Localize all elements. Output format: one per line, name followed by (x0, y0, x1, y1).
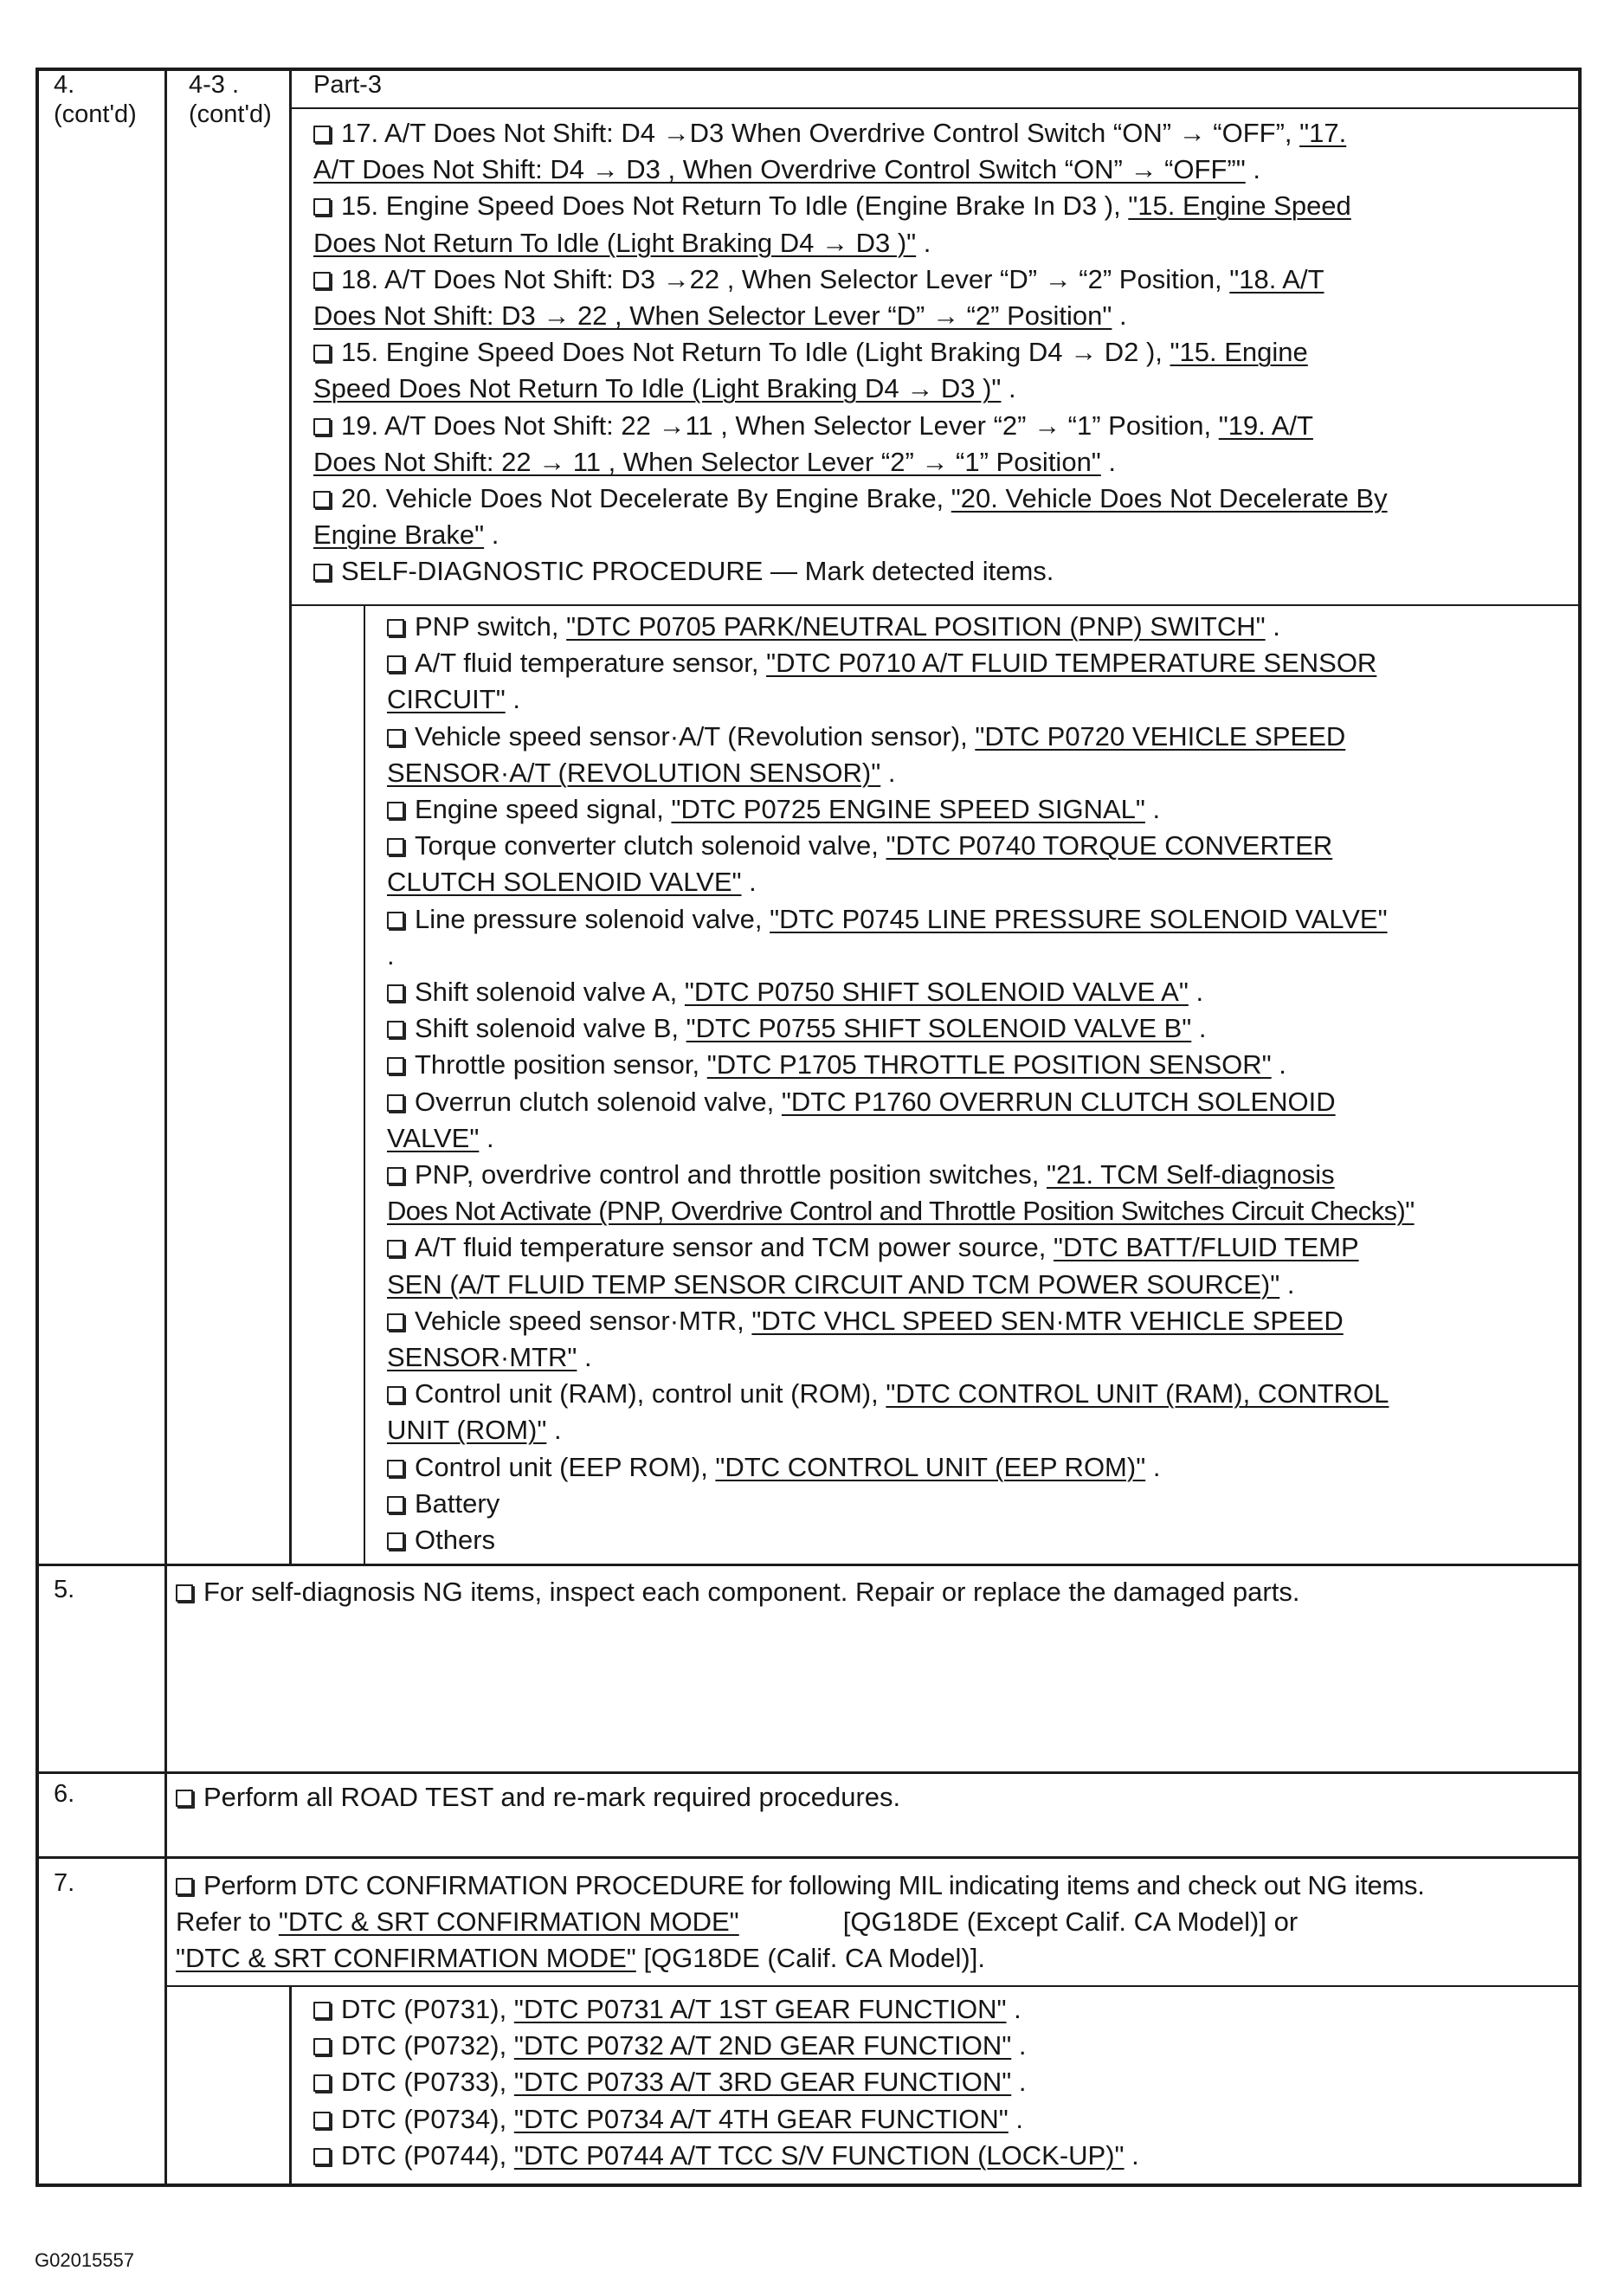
row6-bottom (35, 1856, 1580, 1859)
dtc-item: Line pressure solenoid valve, "DTC P0745 LINE PRESSURE SOLENOID VALVE" (387, 901, 1573, 938)
dtc-item: Control unit (EEP ROM), "DTC CONTROL UNIT (EEP ROM)" . (387, 1449, 1573, 1486)
procedure-link[interactable]: Engine Brake" (313, 519, 485, 551)
dtc-link[interactable]: "DTC P0750 SHIFT SOLENOID VALVE A" (684, 977, 1189, 1008)
checkbox-icon[interactable] (387, 1021, 404, 1038)
dtc-item: Control unit (RAM), control unit (ROM), "DTC CONTROL UNIT (RAM), CONTROL (387, 1376, 1573, 1412)
checkbox-icon[interactable] (387, 1386, 404, 1403)
dtc-link[interactable]: "DTC CONTROL UNIT (EEP ROM)" (715, 1451, 1146, 1482)
part-label: Part-3 (313, 71, 382, 99)
dtc-item: Torque converter clutch solenoid valve, "DTC P0740 TORQUE CONVERTER (387, 828, 1573, 864)
row7-divider (164, 1985, 1579, 1987)
dtc-item: A/T fluid temperature sensor and TCM power source, "DTC BATT/FLUID TEMP (387, 1229, 1573, 1266)
dtc-confirmation-list (313, 1991, 1573, 2174)
dtc-item: PNP, overdrive control and throttle position switches, "21. TCM Self-diagnosis (387, 1157, 1573, 1193)
table-border-right (1578, 68, 1582, 2186)
checkbox-icon[interactable] (313, 198, 331, 216)
dtc-item: DTC (P0732), "DTC P0732 A/T 2ND GEAR FUNCTION" . (313, 2028, 1573, 2064)
col-divider-row7 (289, 1987, 292, 2186)
dtc-item: A/T fluid temperature sensor, "DTC P0710 A/T FLUID TEMPERATURE SENSOR (387, 645, 1573, 681)
col-divider-3 (364, 606, 365, 1564)
substep-number: 4-3 . (cont'd) (189, 71, 272, 128)
dtc-item: DTC (P0744), "DTC P0744 A/T TCC S/V FUNCTION (LOCK-UP)" . (313, 2138, 1573, 2174)
dtc-link[interactable]: "DTC P0720 VEHICLE SPEED (975, 720, 1346, 752)
procedure-link[interactable]: A/T Does Not Shift: D4 → D3 , When Overdrive Control Switch “ON” → “OFF”" (313, 154, 1246, 185)
dtc-link[interactable]: "DTC BATT/FLUID TEMP (1054, 1232, 1359, 1263)
dtc-item: DTC (P0733), "DTC P0733 A/T 3RD GEAR FUNCTION" . (313, 2064, 1573, 2100)
dtc-link[interactable]: "DTC P0725 ENGINE SPEED SIGNAL" (671, 794, 1145, 825)
self-diag-heading: SELF-DIAGNOSTIC PROCEDURE — Mark detected items. (313, 553, 1573, 590)
checkbox-icon[interactable] (387, 1057, 404, 1074)
step-instruction: Perform DTC CONFIRMATION PROCEDURE for following MIL indicating items and check out NG items. Refer to "DTC & SRT CONFIRMATION MODE" [QG18DE (Except Calif. CA Model)] or "DTC & SRT CONFIRMATION MODE" [QG18DE (Calif. CA Model)]. (176, 1870, 1425, 1974)
dtc-item: Overrun clutch solenoid valve, "DTC P1760 OVERRUN CLUTCH SOLENOID (387, 1084, 1573, 1120)
checklist-item: 18. A/T Does Not Shift: D3 →22 , When Selector Lever “D” → “2” Position, "18. A/T (313, 261, 1573, 298)
procedure-link[interactable]: "18. A/T (1229, 263, 1324, 294)
procedure-link[interactable]: "15. Engine (1170, 337, 1308, 368)
dtc-item: Vehicle speed sensor·MTR, "DTC VHCL SPEED SEN·MTR VEHICLE SPEED (387, 1303, 1573, 1339)
dtc-link[interactable]: "DTC P0733 A/T 3RD GEAR FUNCTION" (513, 2067, 1012, 2098)
col-divider-1 (164, 68, 167, 2186)
dtc-link[interactable]: "DTC P0705 PARK/NEUTRAL POSITION (PNP) SWITCH" (566, 611, 1266, 642)
mode-link[interactable]: "DTC & SRT CONFIRMATION MODE" (278, 1906, 739, 1938)
checkbox-icon[interactable] (313, 2148, 331, 2165)
checkbox-icon[interactable] (313, 2002, 331, 2019)
step-instruction: Perform all ROAD TEST and re-mark required procedures. (176, 1779, 1574, 1816)
row5-bottom (35, 1771, 1580, 1774)
dtc-item: Battery (387, 1486, 1573, 1522)
checkbox-icon[interactable] (313, 345, 331, 362)
checkbox-icon[interactable] (387, 802, 404, 819)
procedure-link[interactable]: "17. (1299, 118, 1347, 148)
checkbox-icon[interactable] (313, 2074, 331, 2092)
dtc-link[interactable]: CIRCUIT" (387, 684, 506, 715)
mode-link[interactable]: "DTC & SRT CONFIRMATION MODE" (176, 1943, 636, 1974)
dtc-link[interactable]: "DTC VHCL SPEED SEN·MTR VEHICLE SPEED (751, 1305, 1344, 1336)
step-number: 7. (54, 1869, 75, 1897)
dtc-link[interactable]: UNIT (ROM)" (387, 1415, 547, 1446)
checkbox-icon[interactable] (387, 912, 404, 929)
dtc-link[interactable]: "DTC P0732 A/T 2ND GEAR FUNCTION" (513, 2030, 1012, 2061)
dtc-checklist: PNP switch, "DTC P0705 PARK/NEUTRAL POSITION (PNP) SWITCH" . A/T fluid temperature sensor, "DTC P0710 A/T FLUID TEMPERATURE SENSOR CIRCUIT" . Vehicle speed sensor·A/T (Revolution sensor), "DTC P0720 VEHICLE SPEED SENSOR·A/T (REVOLUTION SENSOR)" . Engine speed signal, "DTC P0725 ENGINE SPEED SIGNAL" . Torque converter clutch solenoid valve, "DTC P0740 TORQUE CONVERTER CLUTCH SOLENOID VALVE" . Line pressure solenoid valve, "DTC P0745 LINE PRESSURE SOLENOID VALVE" . Shift solenoid valve A, "DTC P0750 SHIFT SOLENOID VALVE A" . Shift solenoid valve B, "DTC P0755 SHIFT SOLENOID VALVE B" . Throttle position sensor, "DTC P1705 THROTTLE POSITION SENSOR" . Overrun clutch solenoid valve, "DTC P1760 OVERRUN CLUTCH SOLENOID VALVE" . PNP, overdrive control and throttle position switches, "21. TCM Self-diagnosis Does Not Activate (PNP, Overdrive Control and Throttle Position Switches Circuit Checks)" A/T fluid temperature sensor and TCM power source, "DTC BATT/FLUID TEMP SEN (A/T FLUID TEMP SENSOR CIRCUIT AND TCM POWER SOURCE)" . Vehicle speed sensor·MTR, "DTC VHCL SPEED SEN·MTR VEHICLE SPEED SENSOR·MTR" . Control unit (RAM), control unit (ROM), "DTC CONTROL UNIT (RAM), CONTROL UNIT (ROM)" . Control unit (EEP ROM), "DTC CONTROL UNIT (EEP ROM)" . Battery Others (387, 609, 1573, 1558)
dtc-item: PNP switch, "DTC P0705 PARK/NEUTRAL POSITION (PNP) SWITCH" . (387, 609, 1573, 645)
checkbox-icon[interactable] (387, 655, 404, 673)
checkbox-icon[interactable] (387, 1460, 404, 1477)
row4-bottom (35, 1564, 1580, 1566)
checkbox-icon[interactable] (387, 619, 404, 636)
step-number: 6. (54, 1780, 75, 1808)
procedure-link[interactable]: Does Not Shift: 22 → 11 , When Selector Lever “2” → “1” Position" (313, 446, 1101, 477)
dtc-link[interactable]: "21. TCM Self-diagnosis (1047, 1159, 1335, 1190)
dtc-link[interactable]: "DTC P1760 OVERRUN CLUTCH SOLENOID (781, 1086, 1336, 1117)
dtc-link[interactable]: "DTC P1705 THROTTLE POSITION SENSOR" (706, 1049, 1272, 1080)
checkbox-icon[interactable] (387, 1167, 404, 1184)
dtc-link[interactable]: "DTC P0744 A/T TCC S/V FUNCTION (LOCK-UP)" (513, 2139, 1125, 2171)
dtc-item: Shift solenoid valve A, "DTC P0750 SHIFT SOLENOID VALVE A" . (387, 974, 1573, 1010)
part-header-divider (289, 107, 1579, 109)
procedure-link[interactable]: Does Not Shift: D3 → 22 , When Selector Lever “D” → “2” Position" (313, 300, 1112, 332)
checklist-item: 15. Engine Speed Does Not Return To Idle (Engine Brake In D3 ), "15. Engine Speed (313, 188, 1573, 224)
checkbox-icon[interactable] (313, 2038, 331, 2055)
checkbox-icon[interactable] (387, 838, 404, 855)
checkbox-icon[interactable] (313, 2112, 331, 2129)
dtc-item: Vehicle speed sensor·A/T (Revolution sensor), "DTC P0720 VEHICLE SPEED (387, 719, 1573, 755)
procedure-link[interactable]: "15. Engine Speed (1128, 190, 1351, 222)
checkbox-icon[interactable] (387, 1240, 404, 1257)
dtc-link[interactable]: "DTC P0734 A/T 4TH GEAR FUNCTION" (513, 2103, 1009, 2134)
dtc-link[interactable]: CLUTCH SOLENOID VALVE" (387, 867, 742, 898)
procedure-link[interactable]: "19. A/T (1218, 410, 1313, 441)
checkbox-icon[interactable] (313, 126, 331, 143)
checkbox-icon[interactable] (313, 491, 331, 508)
checkbox-icon[interactable] (176, 1878, 193, 1895)
checkbox-icon[interactable] (387, 729, 404, 746)
procedure-link[interactable]: "20. Vehicle Does Not Decelerate By (951, 483, 1388, 514)
checklist-item: 15. Engine Speed Does Not Return To Idle (Light Braking D4 → D2 ), "15. Engine (313, 334, 1573, 371)
checkbox-icon[interactable] (176, 1790, 193, 1807)
step-instruction: For self-diagnosis NG items, inspect each component. Repair or replace the damaged parts. (176, 1574, 1574, 1610)
checkbox-icon[interactable] (313, 272, 331, 289)
dtc-item: DTC (P0731), "DTC P0731 A/T 1ST GEAR FUNCTION" . (313, 1991, 1573, 2028)
dtc-item: DTC (P0734), "DTC P0734 A/T 4TH GEAR FUNCTION" . (313, 2101, 1573, 2138)
checkbox-icon[interactable] (313, 418, 331, 435)
symptom-checklist: 17. A/T Does Not Shift: D4 →D3 When Overdrive Control Switch “ON” → “OFF”, "17. A/T Does Not Shift: D4 → D3 , When Overdrive Control Switch “ON” → “OFF”" . 15. Engine Speed Does Not Return To Idle (Engine Brake In D3 ), "15. Engine Speed Does Not Return To Idle (Light Braking D4 → D3 )" . 18. A/T Does Not Shift: D3 →22 , When Selector Lever “D” → “2” Position, "18. A/T Does Not Shift: D3 → 22 , When Selector Lever “D” → “2” Position" . 15. Engine Speed Does Not Return To Idle (Light Braking D4 → D2 ), "15. Engine Speed Does Not Return To Idle (Light Braking D4 → D3 )" . 19. A/T Does Not Shift: 22 →11 , When Selector Lever “2” → “1” Position, "19. A/T Does Not Shift: 22 → 11 , When Selector Lever “2” → “1” Position" . 20. Vehicle Does Not Decelerate By Engine Brake, "20. Vehicle Does Not Decelerate By Engine Brake" . SELF-DIAGNOSTIC PROCEDURE — Mark detected items. (313, 115, 1573, 590)
dtc-item: Engine speed signal, "DTC P0725 ENGINE SPEED SIGNAL" . (387, 791, 1573, 828)
table-border-left (35, 68, 39, 2186)
self-diag-divider (289, 604, 1579, 606)
procedure-link[interactable]: Speed Does Not Return To Idle (Light Braking D4 → D3 )" (313, 373, 1002, 404)
dtc-item: Others (387, 1522, 1573, 1558)
dtc-link[interactable]: "DTC P0710 A/T FLUID TEMPERATURE SENSOR (766, 648, 1377, 679)
procedure-link[interactable]: Does Not Return To Idle (Light Braking D4 → D3 )" (313, 227, 917, 258)
step-number: 5. (54, 1576, 75, 1603)
dtc-link[interactable]: SENSOR·A/T (REVOLUTION SENSOR)" (387, 757, 881, 788)
dtc-link[interactable]: "DTC P0745 LINE PRESSURE SOLENOID VALVE" (770, 903, 1388, 934)
checkbox-icon[interactable] (387, 1496, 404, 1513)
dtc-link[interactable]: "DTC CONTROL UNIT (RAM), CONTROL (886, 1378, 1389, 1409)
dtc-item: Throttle position sensor, "DTC P1705 THROTTLE POSITION SENSOR" . (387, 1047, 1573, 1083)
dtc-link[interactable]: SENSOR·MTR" (387, 1342, 577, 1373)
table-border-bottom (35, 2184, 1582, 2187)
checkbox-icon[interactable] (387, 1313, 404, 1331)
checkbox-icon[interactable] (387, 984, 404, 1002)
checklist-item: 17. A/T Does Not Shift: D4 →D3 When Overdrive Control Switch “ON” → “OFF”, "17. (313, 115, 1573, 152)
dtc-item: Shift solenoid valve B, "DTC P0755 SHIFT SOLENOID VALVE B" . (387, 1010, 1573, 1047)
checkbox-icon[interactable] (387, 1532, 404, 1550)
figure-code: G02015557 (35, 2249, 134, 2271)
checkbox-icon[interactable] (313, 564, 331, 581)
checkbox-icon[interactable] (387, 1094, 404, 1112)
dtc-link[interactable]: VALVE" (387, 1122, 480, 1153)
col-divider-2 (289, 68, 292, 1565)
checklist-item: 19. A/T Does Not Shift: 22 →11 , When Selector Lever “2” → “1” Position, "19. A/T (313, 408, 1573, 444)
dtc-link[interactable]: "DTC P0740 TORQUE CONVERTER (886, 830, 1333, 861)
dtc-link[interactable]: "DTC P0731 A/T 1ST GEAR FUNCTION" (513, 1994, 1007, 2024)
dtc-link[interactable]: "DTC P0755 SHIFT SOLENOID VALVE B" (686, 1013, 1192, 1044)
dtc-link[interactable]: Does Not Activate (PNP, Overdrive Control and Throttle Position Switches Circuit Checks)" (387, 1196, 1415, 1227)
dtc-link[interactable]: SEN (A/T FLUID TEMP SENSOR CIRCUIT AND TCM POWER SOURCE)" (387, 1268, 1280, 1300)
checkbox-icon[interactable] (176, 1584, 193, 1602)
step-number: 4. (cont'd) (54, 71, 137, 128)
checklist-item: 20. Vehicle Does Not Decelerate By Engine Brake, "20. Vehicle Does Not Decelerate By (313, 481, 1573, 517)
